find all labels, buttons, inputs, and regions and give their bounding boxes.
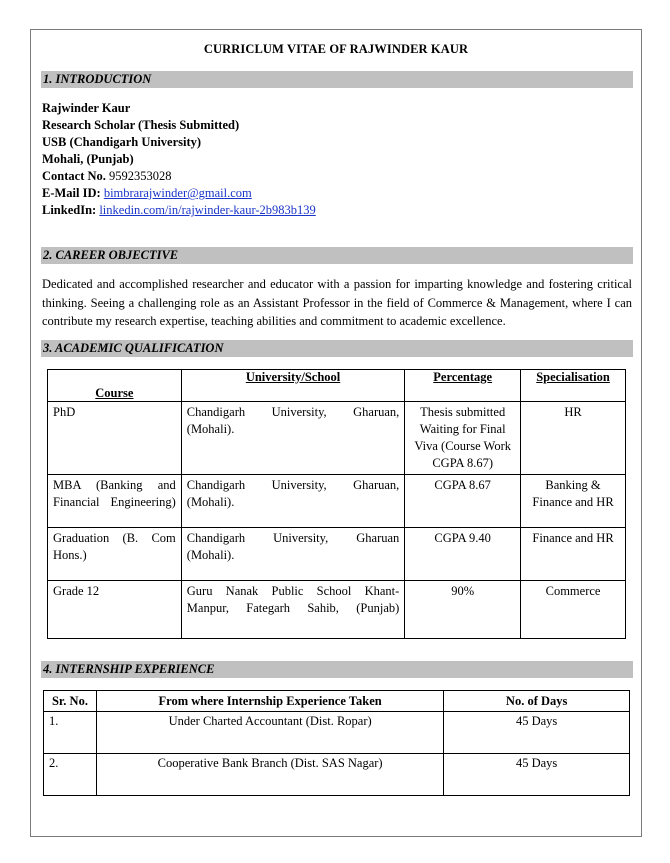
header-no-of-days: No. of Days [444, 691, 630, 712]
table-row [48, 528, 626, 581]
university-cell: Chandigarh University, Gharuan (Mohali). [181, 528, 405, 581]
career-objective-text: Dedicated and accomplished researcher and educator with a passion for imparting knowledge and fostering critical thinking. Seeing a challenging role as an Assistant Professor in the field of Commerce & Management, where I can contribute my research expertise, teaching abilities and commitment to academic excellence. [42, 277, 632, 328]
contact-value: 9592353028 [105, 169, 172, 183]
linkedin-link[interactable]: linkedin.com/in/rajwinder-kaur-2b983b139 [99, 203, 316, 217]
table-row [44, 712, 630, 754]
table-row [48, 402, 626, 475]
course-cell: Graduation (B. Com Hons.) [48, 528, 182, 581]
table-row [44, 754, 630, 796]
internship-table [43, 690, 630, 796]
linkedin-label: LinkedIn: [42, 203, 97, 217]
internship-header-row [44, 691, 630, 712]
course-cell: Grade 12 [48, 581, 182, 639]
specialisation-cell: Finance and HR [521, 528, 626, 581]
course-cell: MBA (Banking and Financial Engineering) [48, 475, 182, 528]
section-heading-academic: 3. ACADEMIC QUALIFICATION [41, 340, 633, 357]
header-specialisation: Specialisation [521, 370, 626, 402]
section-heading-internship: 4. INTERNSHIP EXPERIENCE [41, 661, 633, 678]
header-course: Course [48, 370, 182, 402]
email-link[interactable]: bimbrarajwinder@gmail.com [103, 186, 252, 200]
specialisation-cell: HR [521, 402, 626, 475]
internship-place-cell: Under Charted Accountant (Dist. Ropar) [96, 712, 443, 754]
percentage-cell: CGPA 9.40 [405, 528, 521, 581]
university-cell: Chandigarh University, Gharuan, (Mohali). [181, 402, 405, 475]
contact-label: Contact No. [42, 169, 106, 183]
academic-header-row [48, 370, 626, 402]
university-cell: Guru Nanak Public School Khant-Manpur, Fategarh Sahib, (Punjab) [181, 581, 405, 639]
course-cell: PhD [48, 402, 182, 475]
section-heading-career-objective: 2. CAREER OBJECTIVE [41, 247, 633, 264]
candidate-location: Mohali, (Punjab) [42, 152, 134, 166]
university-cell: Chandigarh University, Gharuan, (Mohali). [181, 475, 405, 528]
specialisation-cell: Banking & Finance and HR [521, 475, 626, 528]
section-heading-introduction: 1. INTRODUCTION [41, 71, 633, 88]
header-internship-place: From where Internship Experience Taken [96, 691, 443, 712]
academic-table [47, 369, 626, 639]
linkedin-line [42, 202, 316, 219]
table-row [48, 475, 626, 528]
percentage-cell: CGPA 8.67 [405, 475, 521, 528]
header-percentage: Percentage [405, 370, 521, 402]
percentage-cell: 90% [405, 581, 521, 639]
introduction-block [42, 100, 316, 219]
candidate-designation: Research Scholar (Thesis Submitted) [42, 118, 240, 132]
sr-no-cell: 1. [44, 712, 97, 754]
days-cell: 45 Days [444, 712, 630, 754]
candidate-university: USB (Chandigarh University) [42, 135, 202, 149]
specialisation-cell: Commerce [521, 581, 626, 639]
header-university: University/School [181, 370, 405, 402]
header-sr-no: Sr. No. [44, 691, 97, 712]
document-title: CURRICLUM VITAE OF RAJWINDER KAUR [203, 42, 469, 56]
cv-page [30, 29, 642, 837]
sr-no-cell: 2. [44, 754, 97, 796]
percentage-cell: Thesis submitted Waiting for Final Viva (Course Work CGPA 8.67) [405, 402, 521, 475]
contact-line [42, 168, 316, 185]
email-line [42, 185, 316, 202]
days-cell: 45 Days [444, 754, 630, 796]
internship-place-cell: Cooperative Bank Branch (Dist. SAS Nagar) [96, 754, 443, 796]
table-row [48, 581, 626, 639]
email-label: E-Mail ID: [42, 186, 101, 200]
candidate-name: Rajwinder Kaur [42, 101, 131, 115]
